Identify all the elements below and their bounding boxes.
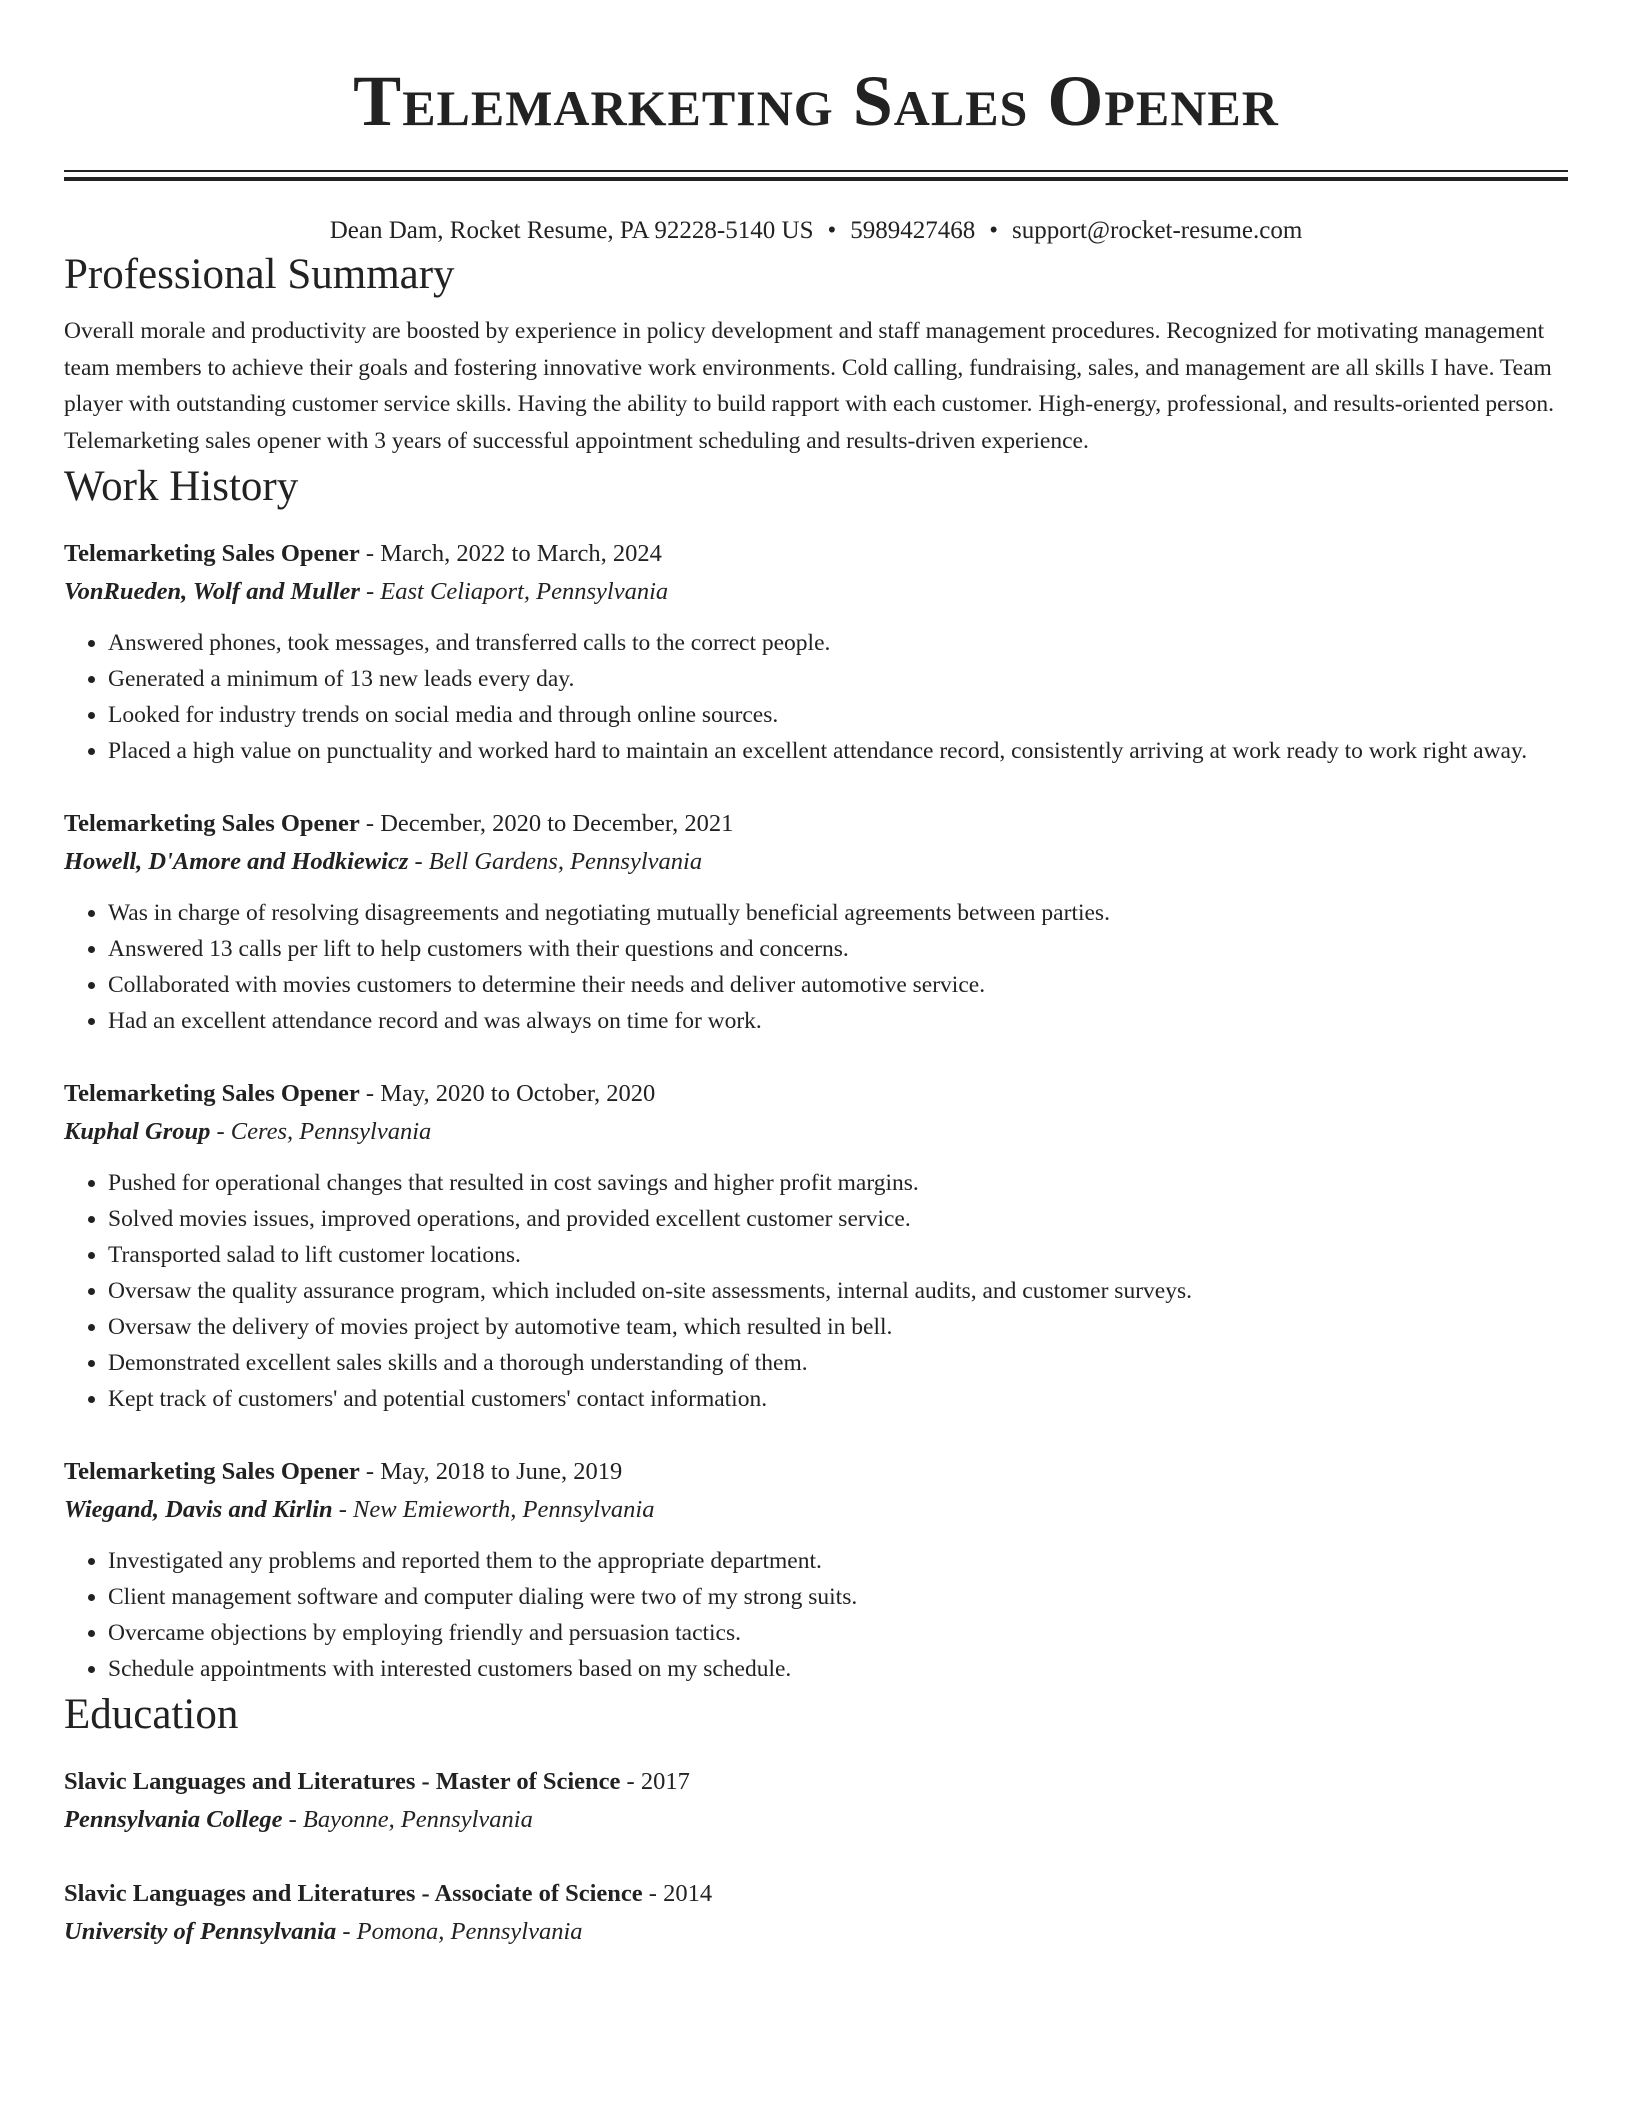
contact-address: Dean Dam, Rocket Resume, PA 92228-5140 US (329, 217, 814, 244)
work-history-list (64, 535, 1568, 1687)
contact-email: support@rocket-resume.com (1012, 217, 1303, 244)
summary-text: Overall morale and productivity are boosted by experience in policy development and staff management procedures. Recognized for motivating management team members to achieve their goals and fostering innovative work environments. Cold calling, fundraising, sales, and management are all skills I have. Team player with outstanding customer service skills. Having the ability to build rapport with each customer. High-energy, professional, and results-oriented person. Telemarketing sales opener with 3 years of successful appointment scheduling and results-driven experience. (64, 318, 1554, 454)
job-duty-item: • Kept track of customers' and potential customers' contact information. (108, 1381, 1568, 1417)
job-duty-item: • Demonstrated excellent sales skills and a thorough understanding of them. (108, 1345, 1568, 1381)
summary-heading: Professional Summary (64, 251, 455, 298)
job-entry (64, 1453, 1568, 1687)
school-line (64, 1913, 1568, 1951)
job-company-line (64, 1113, 1568, 1151)
title-double-rule (64, 170, 1568, 181)
job-title: Telemarketing Sales Opener (64, 1080, 360, 1107)
job-entry (64, 805, 1568, 1039)
job-duties (64, 625, 1568, 769)
degree-year: - 2017 (620, 1768, 690, 1795)
job-duty-item: • Oversaw the delivery of movies project by automotive team, which resulted in bell. (108, 1309, 1568, 1345)
job-duty-item: • Was in charge of resolving disagreements and negotiating mutually beneficial agreements between parties. (108, 895, 1568, 931)
job-dates: - December, 2020 to December, 2021 (359, 810, 734, 837)
job-company: Howell, D'Amore and Hodkiewicz (64, 848, 409, 875)
job-dates: - May, 2018 to June, 2019 (359, 1458, 623, 1485)
job-duties (64, 895, 1568, 1039)
job-title-line (64, 1075, 1568, 1113)
school-name: University of Pennsylvania (64, 1918, 337, 1945)
contact-phone: 5989427468 (850, 217, 976, 244)
degree-year: - 2014 (642, 1880, 713, 1907)
job-entry (64, 1075, 1568, 1417)
job-duty-item: • Overcame objections by employing friendly and persuasion tactics. (108, 1615, 1568, 1651)
job-company: Wiegand, Davis and Kirlin (64, 1496, 333, 1523)
job-duty-item: • Looked for industry trends on social media and through online sources. (108, 697, 1568, 733)
job-title: Telemarketing Sales Opener (64, 1458, 360, 1485)
job-company: VonRueden, Wolf and Muller (64, 578, 360, 605)
job-duty-item: • Client management software and computer dialing were two of my strong suits. (108, 1579, 1568, 1615)
job-duty-item: • Transported salad to lift customer locations. (108, 1237, 1568, 1273)
job-company: Kuphal Group (64, 1118, 211, 1145)
education-entry (64, 1875, 1568, 1951)
education-heading: Education (64, 1691, 239, 1738)
job-location: - East Celiaport, Pennsylvania (359, 578, 669, 605)
job-title-line (64, 535, 1568, 573)
job-duties (64, 1165, 1568, 1417)
job-company-line (64, 1491, 1568, 1529)
degree-name: Slavic Languages and Literatures - Associate of Science (64, 1880, 643, 1907)
job-duty-item: • Answered 13 calls per lift to help customers with their questions and concerns. (108, 931, 1568, 967)
degree-name: Slavic Languages and Literatures - Master of Science (64, 1768, 621, 1795)
job-duty-item: • Collaborated with movies customers to determine their needs and deliver automotive service. (108, 967, 1568, 1003)
education-entry (64, 1763, 1568, 1839)
job-duty-item: • Generated a minimum of 13 new leads every day. (108, 661, 1568, 697)
job-title: Telemarketing Sales Opener (64, 540, 360, 567)
resume-title: Telemarketing Sales Opener (353, 61, 1279, 141)
job-duty-item: • Investigated any problems and reported them to the appropriate department. (108, 1543, 1568, 1579)
job-duty-item: • Placed a high value on punctuality and worked hard to maintain an excellent attendance record, consistently arriving at work ready to work right away. (108, 733, 1568, 769)
job-dates: - May, 2020 to October, 2020 (359, 1080, 656, 1107)
job-title-line (64, 1453, 1568, 1491)
contact-separator: • (827, 217, 837, 244)
education-list (64, 1763, 1568, 1951)
job-duty-item: • Pushed for operational changes that resulted in cost savings and higher profit margins. (108, 1165, 1568, 1201)
job-company-line (64, 843, 1568, 881)
work-history-heading: Work History (64, 463, 299, 510)
job-title-line (64, 805, 1568, 843)
job-duty-item: • Oversaw the quality assurance program, which included on-site assessments, internal audits, and customer surveys. (108, 1273, 1568, 1309)
job-dates: - March, 2022 to March, 2024 (359, 540, 662, 567)
job-duty-item: • Answered phones, took messages, and transferred calls to the correct people. (108, 625, 1568, 661)
job-location: - New Emieworth, Pennsylvania (332, 1496, 655, 1523)
job-location: - Ceres, Pennsylvania (210, 1118, 432, 1145)
job-duty-item: • Schedule appointments with interested customers based on my schedule. (108, 1651, 1568, 1687)
degree-line (64, 1875, 1568, 1913)
contact-separator: • (989, 217, 998, 244)
school-location: - Bayonne, Pennsylvania (282, 1806, 533, 1833)
job-location: - Bell Gardens, Pennsylvania (408, 848, 703, 875)
job-company-line (64, 573, 1568, 611)
school-name: Pennsylvania College (64, 1806, 283, 1833)
contact-line (64, 215, 1568, 247)
job-duties (64, 1543, 1568, 1687)
school-location: - Pomona, Pennsylvania (336, 1918, 583, 1945)
job-title: Telemarketing Sales Opener (64, 810, 360, 837)
job-duty-item: • Solved movies issues, improved operations, and provided excellent customer service. (108, 1201, 1568, 1237)
job-duty-item: • Had an excellent attendance record and was always on time for work. (108, 1003, 1568, 1039)
school-line (64, 1801, 1568, 1839)
degree-line (64, 1763, 1568, 1801)
job-entry (64, 535, 1568, 769)
